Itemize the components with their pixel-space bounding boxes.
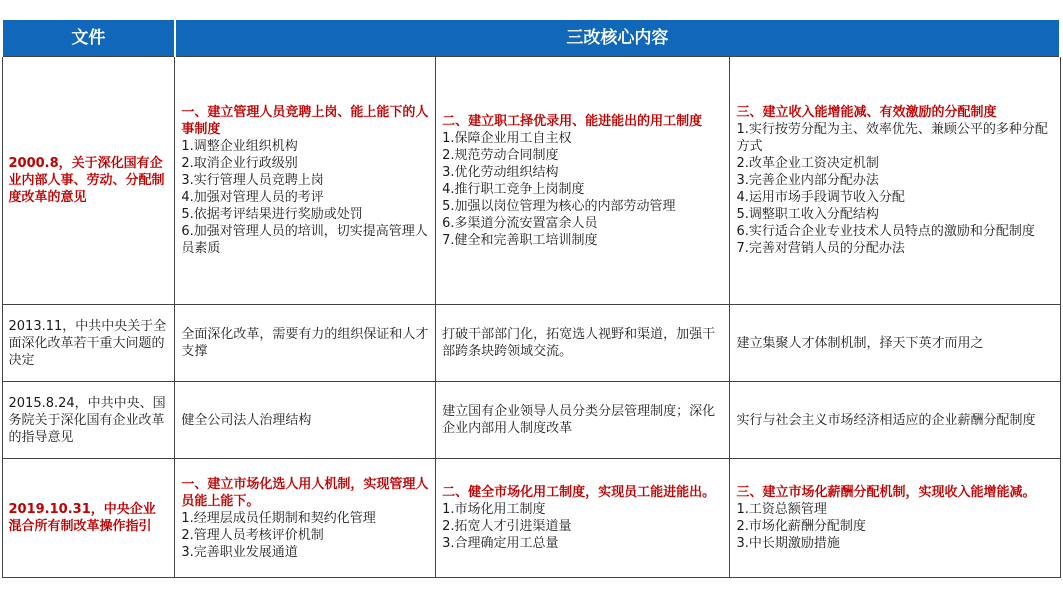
section-title: 二、健全市场化用工制度，实现员工能进能出。 [442,485,716,500]
table-row [2,57,1060,305]
list-item: 3.中长期激励措施 [736,536,840,551]
header-core-content: 三改核心内容 [175,19,1060,57]
doc-title: 2013.11，中共中央关于全面深化改革若干重大问题的决定 [8,318,167,368]
table-row [2,305,1060,382]
content-text: 健全公司法人治理结构 [181,412,312,428]
doc-cell [2,305,175,382]
list-item: 1.调整企业组织机构 [181,139,298,154]
doc-title: 2019.10.31，中央企业混合所有制改革操作指引 [8,502,156,534]
doc-cell [2,459,175,578]
list-item: 5.调整职工收入分配结构 [736,207,879,222]
header-file: 文件 [2,19,175,57]
content-cell [730,382,1060,459]
content-cell [175,57,436,305]
list-item: 6.加强对管理人员的培训，切实提高管理人员素质 [181,224,428,256]
content-cell [730,305,1060,382]
list-item: 3.优化劳动组织结构 [442,164,559,180]
list-item: 2.市场化薪酬分配制度 [736,519,866,534]
section-title: 一、建立管理人员竞聘上岗、能上能下的人事制度 [181,105,429,137]
list-item: 2.改革企业工资决定机制 [736,156,879,171]
content-cell [730,57,1060,305]
content-text: 实行与社会主义市场经济相适应的企业薪酬分配制度 [736,412,1036,428]
table-row [2,382,1060,459]
list-item: 1.实行按劳分配为主、效率优先、兼顾公平的多种分配方式 [736,122,1048,154]
table-header-row [2,19,1060,57]
section-title: 三、建立收入能增能减、有效激励的分配制度 [736,105,997,120]
doc-cell [2,382,175,459]
content-cell [436,459,730,578]
list-item: 2.规范劳动合同制度 [442,147,559,163]
section-title: 一、建立市场化选人用人机制，实现管理人员能上能下。 [181,476,429,509]
content-cell [175,305,436,382]
content-cell [175,459,436,578]
section-title: 二、建立职工择优录用、能进能出的用工制度 [442,113,703,129]
doc-title: 2015.8.24，中共中央、国务院关于深化国有企业改革的指导意见 [8,395,166,445]
list-item: 3.实行管理人员竞聘上岗 [181,173,324,188]
table-row [2,459,1060,578]
content-text: 全面深化改革，需要有力的组织保证和人才支撑 [181,327,429,359]
list-item: 7.完善对营销人员的分配办法 [736,241,905,256]
list-item: 7.健全和完善职工培训制度 [442,232,598,248]
content-text: 建立国有企业领导人员分类分层管理制度；深化企业内部用人制度改革 [442,404,716,436]
list-item: 3.完善职业发展通道 [181,544,298,560]
list-item: 4.运用市场手段调节收入分配 [736,190,905,205]
list-item: 1.经理层成员任期制和契约化管理 [181,510,376,526]
list-item: 1.市场化用工制度 [442,502,546,517]
list-item: 5.依据考评结果进行奖励或处罚 [181,207,363,222]
content-cell [436,57,730,305]
list-item: 2.管理人员考核评价机制 [181,527,324,543]
list-item: 3.完善企业内部分配办法 [736,173,879,188]
content-cell [436,305,730,382]
list-item: 5.加强以岗位管理为核心的内部劳动管理 [442,198,676,214]
content-cell [436,382,730,459]
doc-title: 2000.8，关于深化国有企业内部人事、劳动、分配制度改革的意见 [8,156,165,205]
list-item: 4.推行职工竞争上岗制度 [442,181,585,197]
list-item: 6.多渠道分流安置富余人员 [442,215,598,231]
reform-table [1,18,1061,578]
list-item: 6.实行适合企业专业技术人员特点的激励和分配制度 [736,224,1035,239]
content-cell [175,382,436,459]
section-title: 三、建立市场化薪酬分配机制，实现收入能增能减。 [736,485,1036,500]
list-item: 1.工资总额管理 [736,502,827,517]
list-item: 2.取消企业行政级别 [181,156,298,171]
list-item: 1.保障企业用工自主权 [442,130,572,146]
content-text: 打破干部部门化，拓宽选人视野和渠道，加强干部跨条块跨领域交流。 [442,327,716,359]
list-item: 4.加强对管理人员的考评 [181,190,324,205]
content-text: 建立集聚人才体制机制，择天下英才而用之 [736,335,984,351]
list-item: 2.拓宽人才引进渠道量 [442,519,572,534]
list-item: 3.合理确定用工总量 [442,536,559,551]
content-cell [730,459,1060,578]
doc-cell [2,57,175,305]
